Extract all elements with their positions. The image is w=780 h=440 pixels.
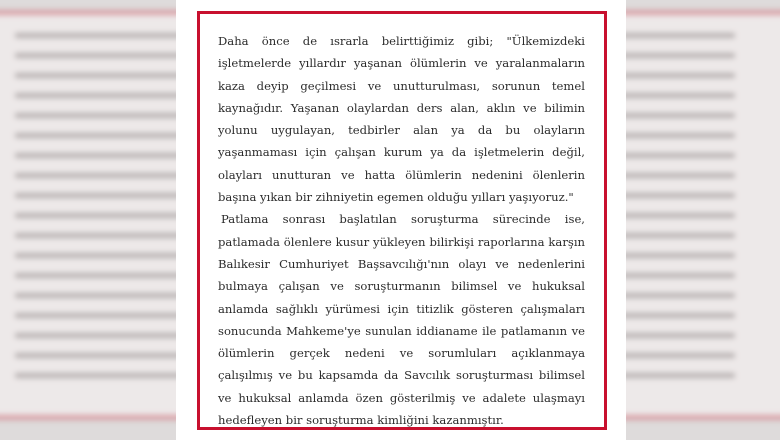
- paragraph-1: Daha önce de ısrarla belirttiğimiz gibi; "Ülkemizdeki işletmelerde yıllardır yaşanan ölümlerin ve yaralanmaların kaza deyip geçilmesi ve unutturulması, sorunun temel kaynağıdır. Yaşanan olaylardan ders alan, aklın ve bilimin yolunu uygulayan, tedbirler alan ya da bu olayların yaşanmaması için çalışan kurum ya da işletmelerin değil, olayları unutturan ve hatta ölümlerin nedenini ölenlerin başına yıkan bir zihniyetin egemen olduğu yılları yaşıyoruz.": [218, 34, 585, 205]
- article-text: [218, 30, 585, 431]
- paragraph-2: Patlama sonrası başlatılan soruşturma sürecinde ise, patlamada ölenlere kusur yükleyen bilirkişi raporlarına karşın Balıkesir Cumhuriyet Başsavcılığı'nın olayı ve nedenlerini bulmaya çalışan ve soruşturmanın bilimsel ve hukuksal anlamda sağlıklı yürümesi için titizlik gösteren çalışmaları sonucunda Mahkeme'ye sunulan iddianame ile patlamanın ve ölümlerin gerçek nedeni ve sorumluları açıklanmaya çalışılmış ve bu kapsamda da Savcılık soruşturması bilimsel ve hukuksal anlamda özen gösterilmiş ve adalete ulaşmayı hedefleyen bir soruşturma kimliğini kazanmıştır.: [218, 212, 585, 428]
- quote-card: [197, 11, 607, 430]
